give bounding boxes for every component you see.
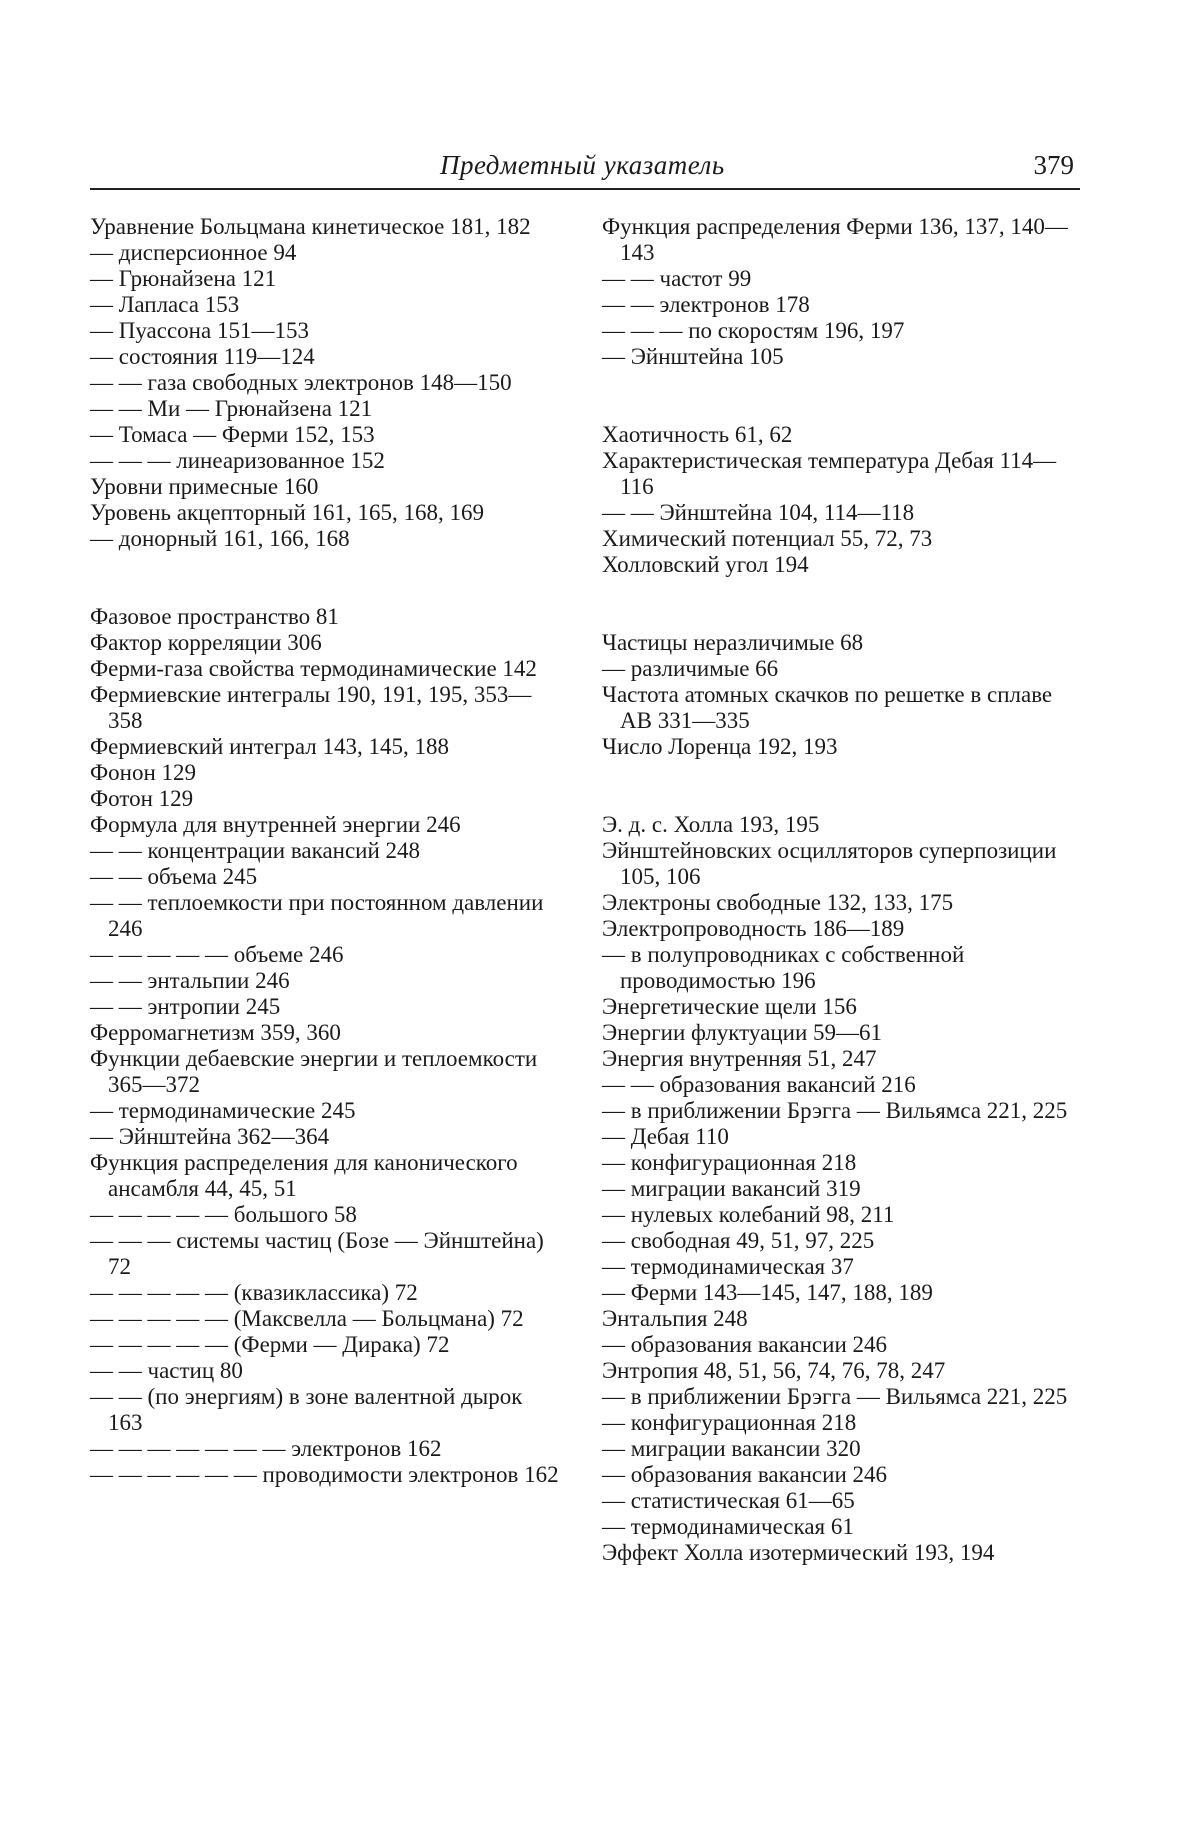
index-entry: — — объема 245	[90, 864, 258, 889]
index-entry: Электроны свободные 132, 133, 175	[602, 890, 954, 915]
index-entry: Хаотичность 61, 62	[602, 422, 793, 447]
index-entry: — миграции вакансии 320	[602, 1436, 861, 1461]
index-entry: Энергия внутренняя 51, 247	[602, 1046, 877, 1071]
index-entry: — в приближении Брэгга — Вильямса 221, 225	[602, 1384, 1068, 1409]
index-entry: — — образования вакансий 216	[602, 1072, 916, 1097]
index-column-right	[602, 214, 1072, 1566]
index-entry: — Пуассона 151—153	[90, 318, 309, 343]
index-entry: — конфигурационная 218	[602, 1150, 857, 1175]
index-entry: — в полупроводниках с собственной проводимостью 196	[602, 942, 965, 993]
index-entry: Функции дебаевские энергии и теплоемкости 365—372	[90, 1046, 538, 1097]
index-entry: — — Ми — Грюнайзена 121	[90, 396, 373, 421]
index-entry: Фотон 129	[90, 786, 194, 811]
index-entry: — конфигурационная 218	[602, 1410, 857, 1435]
index-entry: Энтропия 48, 51, 56, 74, 76, 78, 247	[602, 1358, 946, 1383]
index-entry: Эффект Холла изотермический 193, 194	[602, 1540, 995, 1565]
index-column-left	[90, 214, 560, 1488]
index-entry: — — — — — (Максвелла — Больцмана) 72	[90, 1306, 524, 1331]
index-entry: Энергии флуктуации 59—61	[602, 1020, 883, 1045]
index-entry: Энтальпия 248	[602, 1306, 748, 1331]
index-entry: — Грюнайзена 121	[90, 266, 277, 291]
index-entry: — — — — — (Ферми — Дирака) 72	[90, 1332, 450, 1357]
index-entry: — — энтальпии 246	[90, 968, 290, 993]
index-entry: — донорный 161, 166, 168	[90, 526, 350, 551]
index-entry: — — — — — большого 58	[90, 1202, 357, 1227]
index-entry: — дисперсионное 94	[90, 240, 297, 265]
index-entry: Холловский угол 194	[602, 552, 809, 577]
index-entry: — Эйнштейна 105	[602, 344, 784, 369]
index-entry: — — — системы частиц (Бозе — Эйнштейна) 72	[90, 1228, 544, 1279]
index-entry: — — — — — объеме 246	[90, 942, 344, 967]
index-entry: Фактор корреляции 306	[90, 630, 322, 655]
index-entry: Частота атомных скачков по решетке в сплаве AB 331—335	[602, 682, 1053, 733]
index-entry: Фермиевский интеграл 143, 145, 188	[90, 734, 450, 759]
section-gap	[602, 578, 1072, 630]
index-entry: — — энтропии 245	[90, 994, 281, 1019]
index-entry: — термодинамическая 61	[602, 1514, 854, 1539]
index-entry: — — — — — — проводимости электронов 162	[90, 1462, 559, 1487]
index-entry: — — газа свободных электронов 148—150	[90, 370, 512, 395]
index-entry: Функция распределения Ферми 136, 137, 140—143	[602, 214, 1068, 265]
index-entry: Фермиевские интегралы 190, 191, 195, 353—358	[90, 682, 532, 733]
page-number: 379	[1033, 150, 1074, 180]
index-entry: — термодинамическая 37	[602, 1254, 854, 1279]
index-entry: — — концентрации вакансий 248	[90, 838, 421, 863]
section-gap	[602, 760, 1072, 812]
index-entry: — миграции вакансий 319	[602, 1176, 861, 1201]
index-entry: — термодинамические 245	[90, 1098, 356, 1123]
index-entry: Функция распределения для канонического ансамбля 44, 45, 51	[90, 1150, 518, 1201]
index-entry: Частицы неразличимые 68	[602, 630, 864, 655]
page-header	[90, 148, 1080, 190]
index-entry: — Эйнштейна 362—364	[90, 1124, 330, 1149]
index-entry: — нулевых колебаний 98, 211	[602, 1202, 895, 1227]
index-entry: Фонон 129	[90, 760, 197, 785]
index-entry: — — теплоемкости при постоянном давлении 246	[90, 890, 544, 941]
index-entry: Число Лоренца 192, 193	[602, 734, 838, 759]
index-entry: — различимые 66	[602, 656, 779, 681]
index-entry: Химический потенциал 55, 72, 73	[602, 526, 933, 551]
index-entry: — свободная 49, 51, 97, 225	[602, 1228, 875, 1253]
index-entry: Эйнштейновских осцилляторов суперпозиции 105, 106	[602, 838, 1057, 889]
index-entry: — состояния 119—124	[90, 344, 315, 369]
index-entry: — статистическая 61—65	[602, 1488, 855, 1513]
index-entry: — Томаса — Ферми 152, 153	[90, 422, 375, 447]
index-entry: — — частиц 80	[90, 1358, 243, 1383]
index-entry: Уровни примесные 160	[90, 474, 319, 499]
index-entry: Э. д. с. Холла 193, 195	[602, 812, 820, 837]
index-entry: Ферми-газа свойства термодинамические 142	[90, 656, 537, 681]
index-entry: — — (по энергиям) в зоне валентной дырок 163	[90, 1384, 523, 1435]
index-entry: — Лапласа 153	[90, 292, 240, 317]
section-gap	[90, 552, 560, 604]
index-entry: — Ферми 143—145, 147, 188, 189	[602, 1280, 933, 1305]
index-entry: — в приближении Брэгга — Вильямса 221, 225	[602, 1098, 1068, 1123]
index-entry: — — — — — (квазиклассика) 72	[90, 1280, 418, 1305]
index-entry: Ферромагнетизм 359, 360	[90, 1020, 341, 1045]
index-entry: — Дебая 110	[602, 1124, 729, 1149]
index-entry: Энергетические щели 156	[602, 994, 857, 1019]
index-entry: — — Эйнштейна 104, 114—118	[602, 500, 915, 525]
running-title: Предметный указатель	[440, 150, 725, 180]
index-entry: Характеристическая температура Дебая 114—116	[602, 448, 1057, 499]
index-entry: Электропроводность 186—189	[602, 916, 905, 941]
index-entry: Фазовое пространство 81	[90, 604, 339, 629]
index-entry: Уравнение Больцмана кинетическое 181, 182	[90, 214, 531, 239]
index-entry: — — частот 99	[602, 266, 752, 291]
index-entry: — — — — — — — электронов 162	[90, 1436, 442, 1461]
index-entry: — — электронов 178	[602, 292, 810, 317]
index-entry: Формула для внутренней энергии 246	[90, 812, 461, 837]
index-entry: — — — линеаризованное 152	[90, 448, 385, 473]
index-entry: — — — по скоростям 196, 197	[602, 318, 905, 343]
index-entry: Уровень акцепторный 161, 165, 168, 169	[90, 500, 485, 525]
index-entry: — образования вакансии 246	[602, 1332, 888, 1357]
section-gap	[602, 370, 1072, 422]
index-entry: — образования вакансии 246	[602, 1462, 888, 1487]
